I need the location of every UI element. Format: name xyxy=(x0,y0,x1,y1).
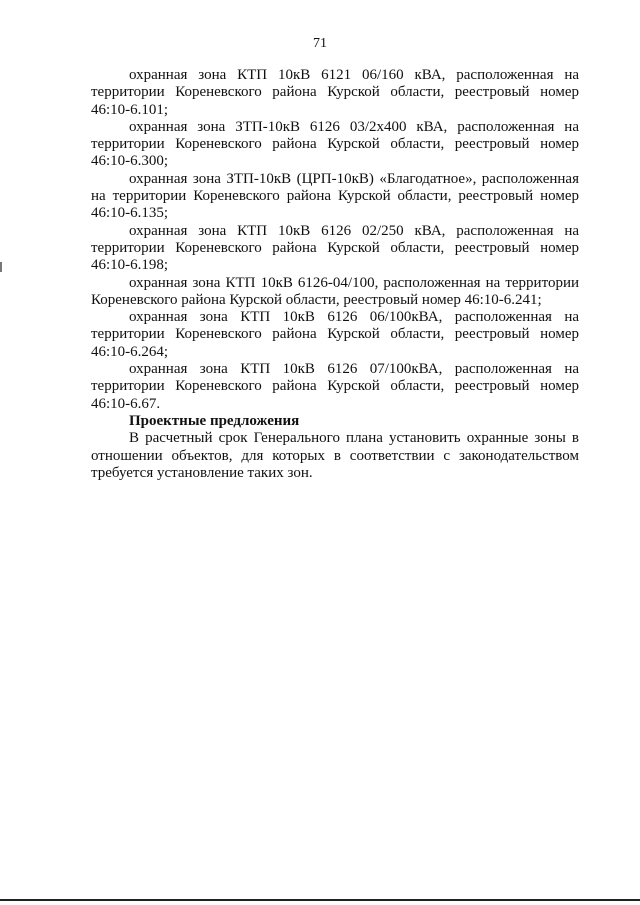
scan-bottom-border xyxy=(0,899,640,901)
paragraph-zone-2: охранная зона ЗТП-10кВ 6126 03/2х400 кВА, расположенная на территории Кореневского района Курской области, реестровый номер 46:10-6.300; xyxy=(91,118,579,170)
document-body xyxy=(91,67,579,482)
paragraph-zone-5: охранная зона КТП 10кВ 6126-04/100, расположенная на территории Кореневского района Курской области, реестровый номер 46:10-6.241; xyxy=(91,274,579,308)
section-heading: Проектные предложения xyxy=(129,412,300,429)
paragraph-zone-3: охранная зона ЗТП-10кВ (ЦРП-10кВ) «Благодатное», расположенная на территории Кореневского района Курской области, реестровый номер 46:10-6.135; xyxy=(91,170,579,222)
scan-edge-mark xyxy=(0,262,2,272)
paragraph-zone-7: охранная зона КТП 10кВ 6126 07/100кВА, расположенная на территории Кореневского района Курской области, реестровый номер 46:10-6.67. xyxy=(91,361,579,412)
page-number: 71 xyxy=(313,36,327,51)
paragraph-zone-4: охранная зона КТП 10кВ 6126 02/250 кВА, расположенная на территории Кореневского района Курской области, реестровый номер 46:10-6.198; xyxy=(91,222,579,274)
paragraph-zone-1: охранная зона КТП 10кВ 6121 06/160 кВА, расположенная на территории Кореневского района Курской области, реестровый номер 46:10-6.101; xyxy=(91,67,579,118)
paragraph-zone-6: охранная зона КТП 10кВ 6126 06/100кВА, расположенная на территории Кореневского района Курской области, реестровый номер 46:10-6.264; xyxy=(91,309,579,360)
section-paragraph: В расчетный срок Генерального плана установить охранные зоны в отношении объектов, для которых в соответствии с законодательством требуется установление таких зон. xyxy=(91,430,579,481)
